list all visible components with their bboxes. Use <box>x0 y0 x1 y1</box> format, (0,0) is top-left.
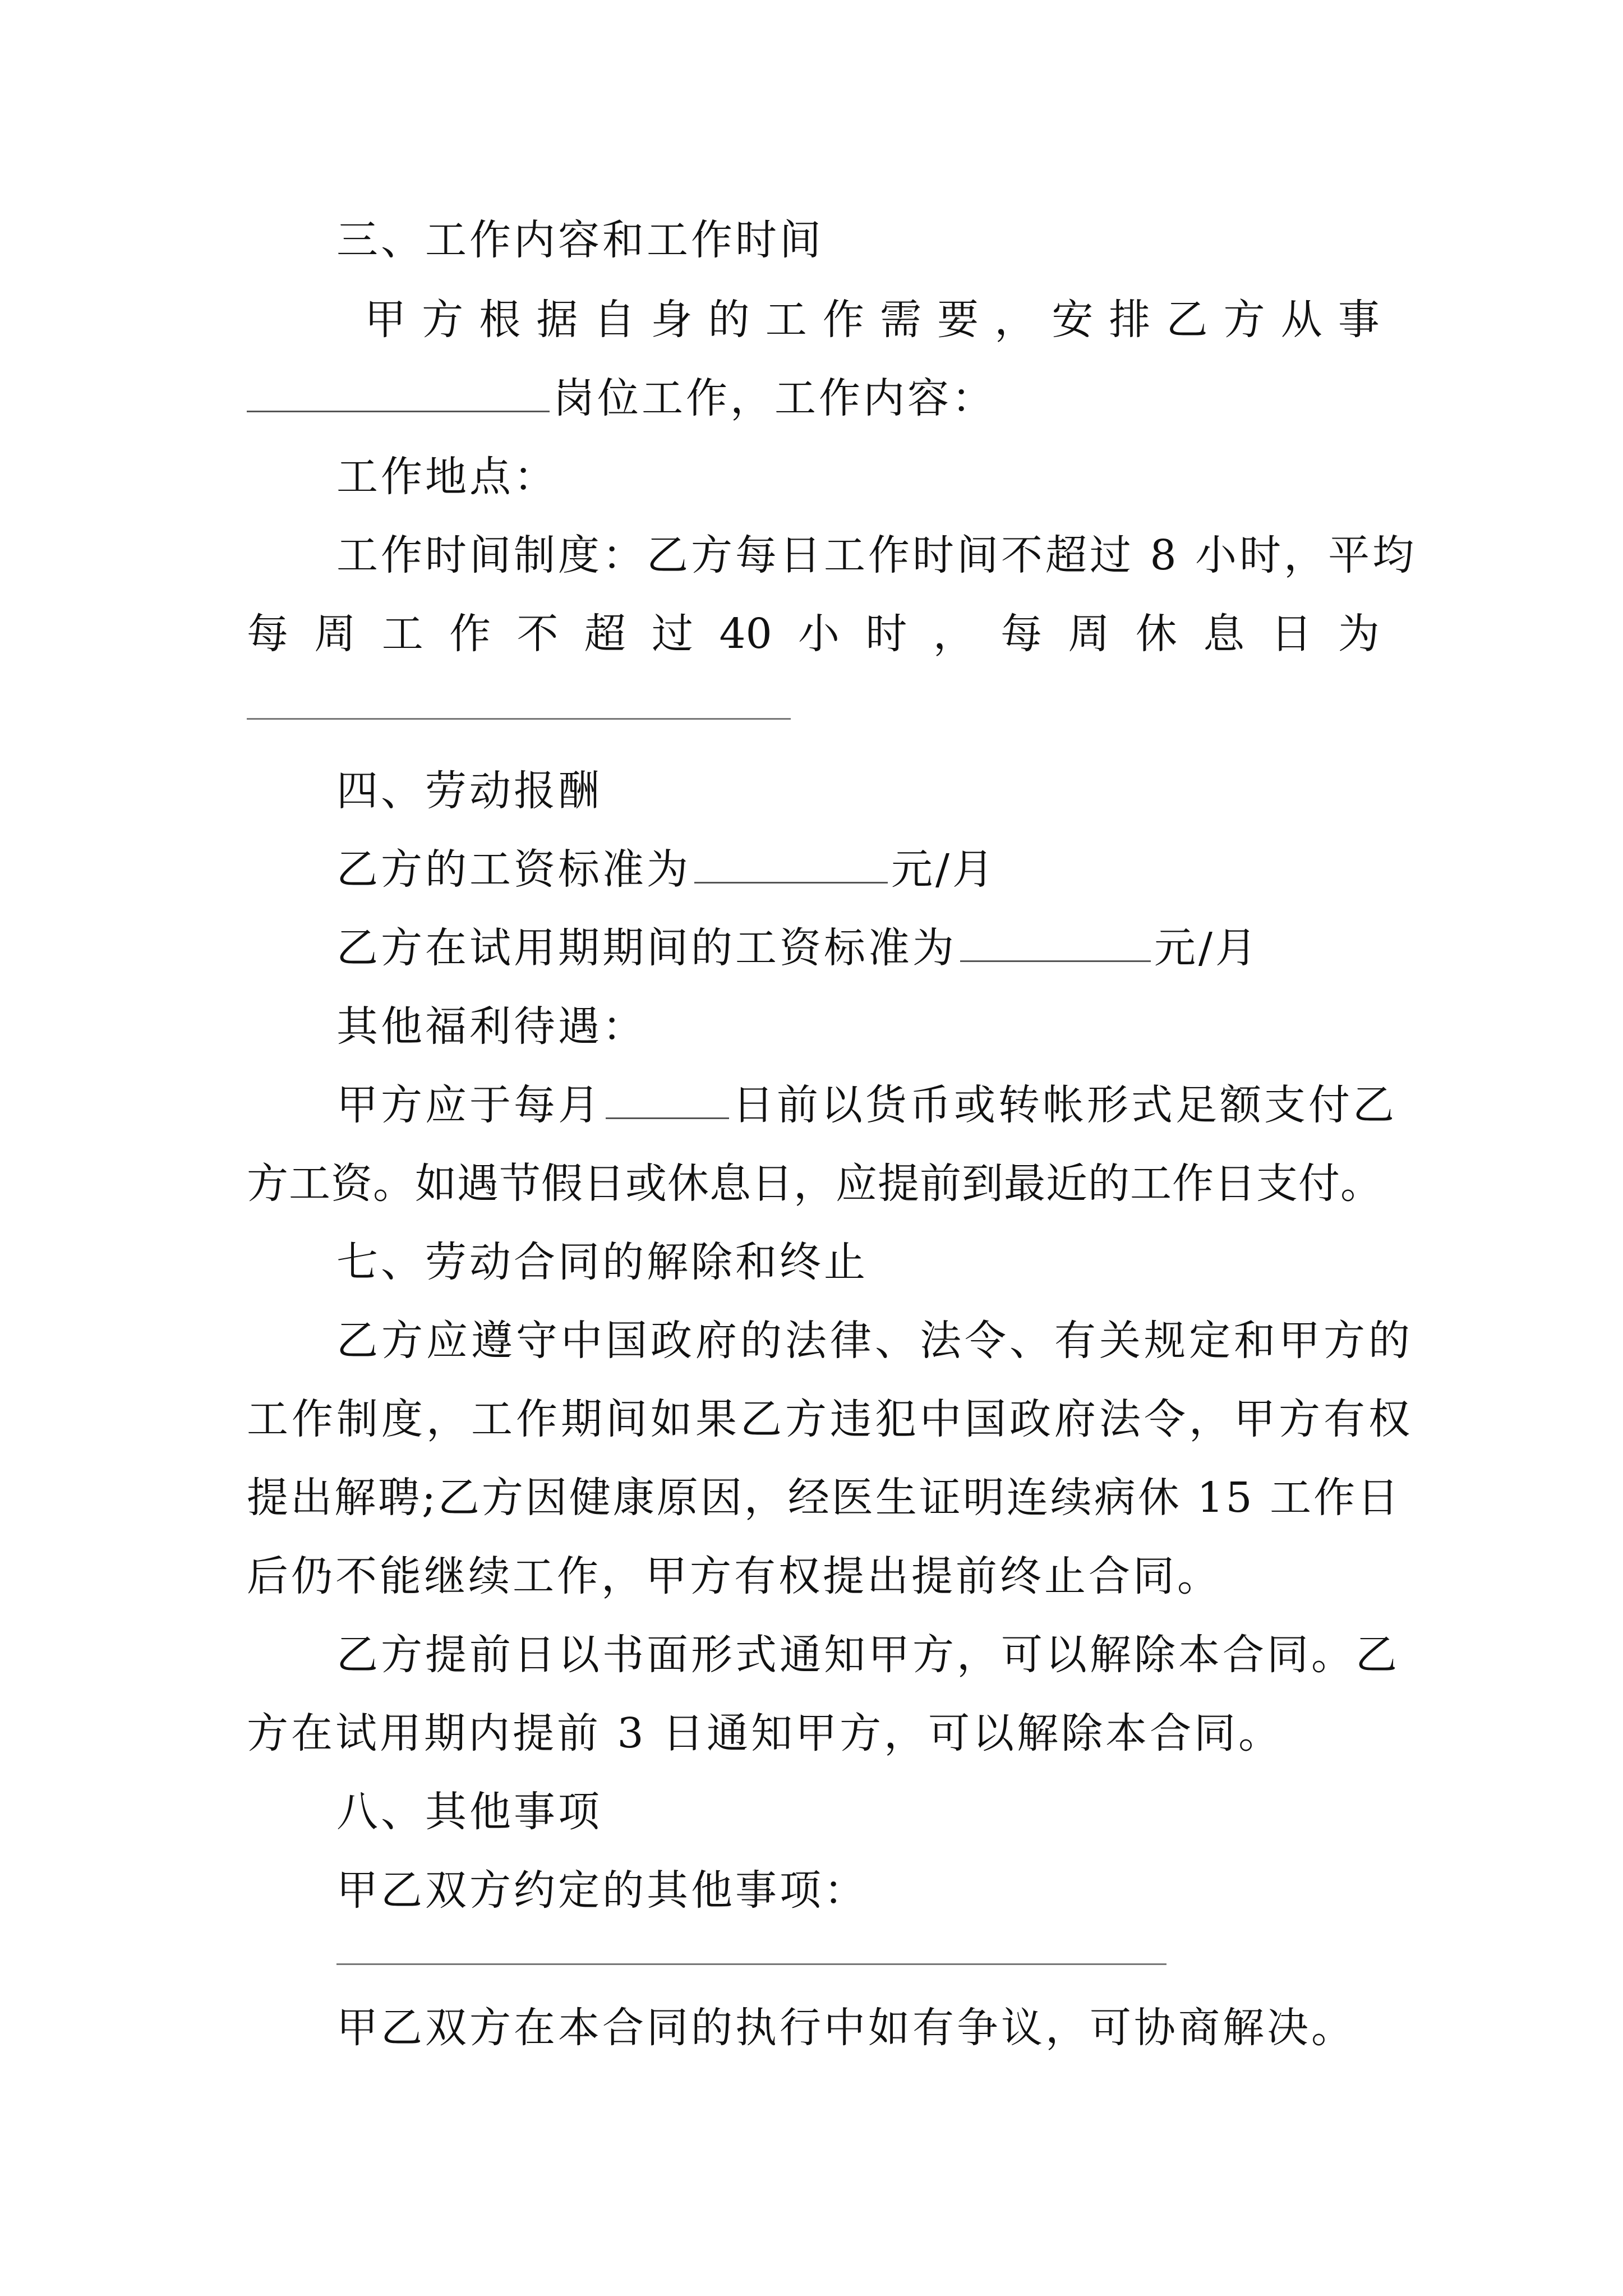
work-hours-char: 小 <box>798 610 840 658</box>
payment-date-line-2: 方工资。如遇节假日或休息日，应提前到最近的工作日支付。 <box>247 1159 1382 1208</box>
work-hours-char: 作 <box>449 610 491 658</box>
assignment-char: 身 <box>651 296 693 344</box>
work-hours-line-2 <box>247 609 1380 659</box>
assignment-char: 甲 <box>365 296 406 344</box>
section-3-assignment-line-2 <box>247 373 1380 424</box>
work-hours-char: 每 <box>247 610 288 658</box>
payment-day-blank <box>606 1083 729 1119</box>
work-location: 工作地点： <box>336 453 558 501</box>
assignment-char: 排 <box>1109 296 1151 344</box>
section-4-heading: 四、劳动报酬 <box>336 767 602 815</box>
other-agreed-matters: 甲乙双方约定的其他事项： <box>336 1866 868 1915</box>
work-hours-char: 过 <box>652 610 694 658</box>
work-hours-char: 休 <box>1135 610 1177 658</box>
probation-wage-label: 乙方在试用期期间的工资标准为 <box>336 924 957 972</box>
work-hours-char: 每 <box>1000 610 1043 658</box>
work-hours-line-1: 工作时间制度：乙方每日工作时间不超过 8 小时，平均 <box>336 531 1417 579</box>
termination-paragraph-line-1: 乙方应遵守中国政府的法律、法令、有关规定和甲方的 <box>336 1317 1413 1365</box>
assignment-char: 安 <box>1052 296 1094 344</box>
wage-standard <box>336 844 1380 895</box>
assignment-char: 根 <box>479 296 521 344</box>
probation-wage-blank <box>960 926 1151 962</box>
payment-date-label: 甲方应于每月 <box>336 1081 602 1129</box>
work-hours-char: 日 <box>1270 610 1312 658</box>
section-8-heading: 八、其他事项 <box>336 1788 602 1836</box>
termination-paragraph-line-2: 工作制度，工作期间如果乙方违犯中国政府法令，甲方有权 <box>247 1395 1413 1443</box>
wage-blank <box>694 847 888 884</box>
assignment-char: 从 <box>1280 296 1322 344</box>
work-hours-char: 周 <box>314 610 356 658</box>
section-3-heading: 三、工作内容和工作时间 <box>336 216 824 264</box>
assignment-char: 的 <box>708 296 750 344</box>
assignment-char: 乙 <box>1166 296 1208 344</box>
work-hours-char: ， <box>933 610 975 658</box>
work-hours-char: 工 <box>381 610 423 658</box>
probation-wage <box>336 923 1380 973</box>
assignment-char: 方 <box>1223 296 1265 344</box>
resignation-paragraph-line-1: 乙方提前日以书面形式通知甲方，可以解除本合同。乙 <box>336 1631 1400 1679</box>
termination-paragraph-line-4: 后仍不能继续工作，甲方有权提出提前终止合同。 <box>247 1552 1221 1600</box>
assignment-char: 要 <box>937 296 979 344</box>
assignment-char: ， <box>994 296 1036 344</box>
rest-day-blank-line <box>247 718 791 720</box>
assignment-char: 据 <box>536 296 578 344</box>
work-hours-char: 周 <box>1068 610 1110 658</box>
wage-unit: 元/月 <box>891 845 997 894</box>
termination-paragraph-line-3: 提出解聘;乙方因健康原因，经医生证明连续病休 15 工作日 <box>247 1474 1401 1522</box>
other-matters-blank-line <box>336 1963 1166 1965</box>
assignment-char: 自 <box>593 296 635 344</box>
work-hours-char: 时 <box>865 610 907 658</box>
section-7-heading: 七、劳动合同的解除和终止 <box>336 1238 868 1286</box>
dispute-resolution: 甲乙双方在本合同的执行中如有争议，可协商解决。 <box>336 2004 1355 2052</box>
assignment-char: 事 <box>1338 296 1380 344</box>
position-blank <box>247 376 550 412</box>
probation-wage-unit: 元/月 <box>1154 924 1260 972</box>
section-3-assignment-line-1 <box>365 295 1380 345</box>
resignation-paragraph-line-2: 方在试用期内提前 3 日通知甲方，可以解除本合同。 <box>247 1709 1283 1757</box>
assignment-char: 作 <box>822 296 864 344</box>
work-hours-char: 不 <box>517 610 559 658</box>
wage-label: 乙方的工资标准为 <box>336 845 691 894</box>
position-text: 岗位工作，工作内容： <box>553 374 996 422</box>
work-hours-char: 息 <box>1203 610 1245 658</box>
assignment-char: 需 <box>879 296 921 344</box>
assignment-char: 方 <box>422 296 464 344</box>
work-hours-char: 为 <box>1338 610 1380 658</box>
payment-date-line-1 <box>336 1080 1397 1130</box>
work-hours-char: 40 <box>719 610 772 658</box>
work-hours-char: 超 <box>584 610 626 658</box>
payment-date-text: 日前以货币或转帐形式足额支付乙 <box>732 1081 1397 1129</box>
assignment-char: 工 <box>765 296 807 344</box>
other-benefits: 其他福利待遇： <box>336 1002 647 1051</box>
